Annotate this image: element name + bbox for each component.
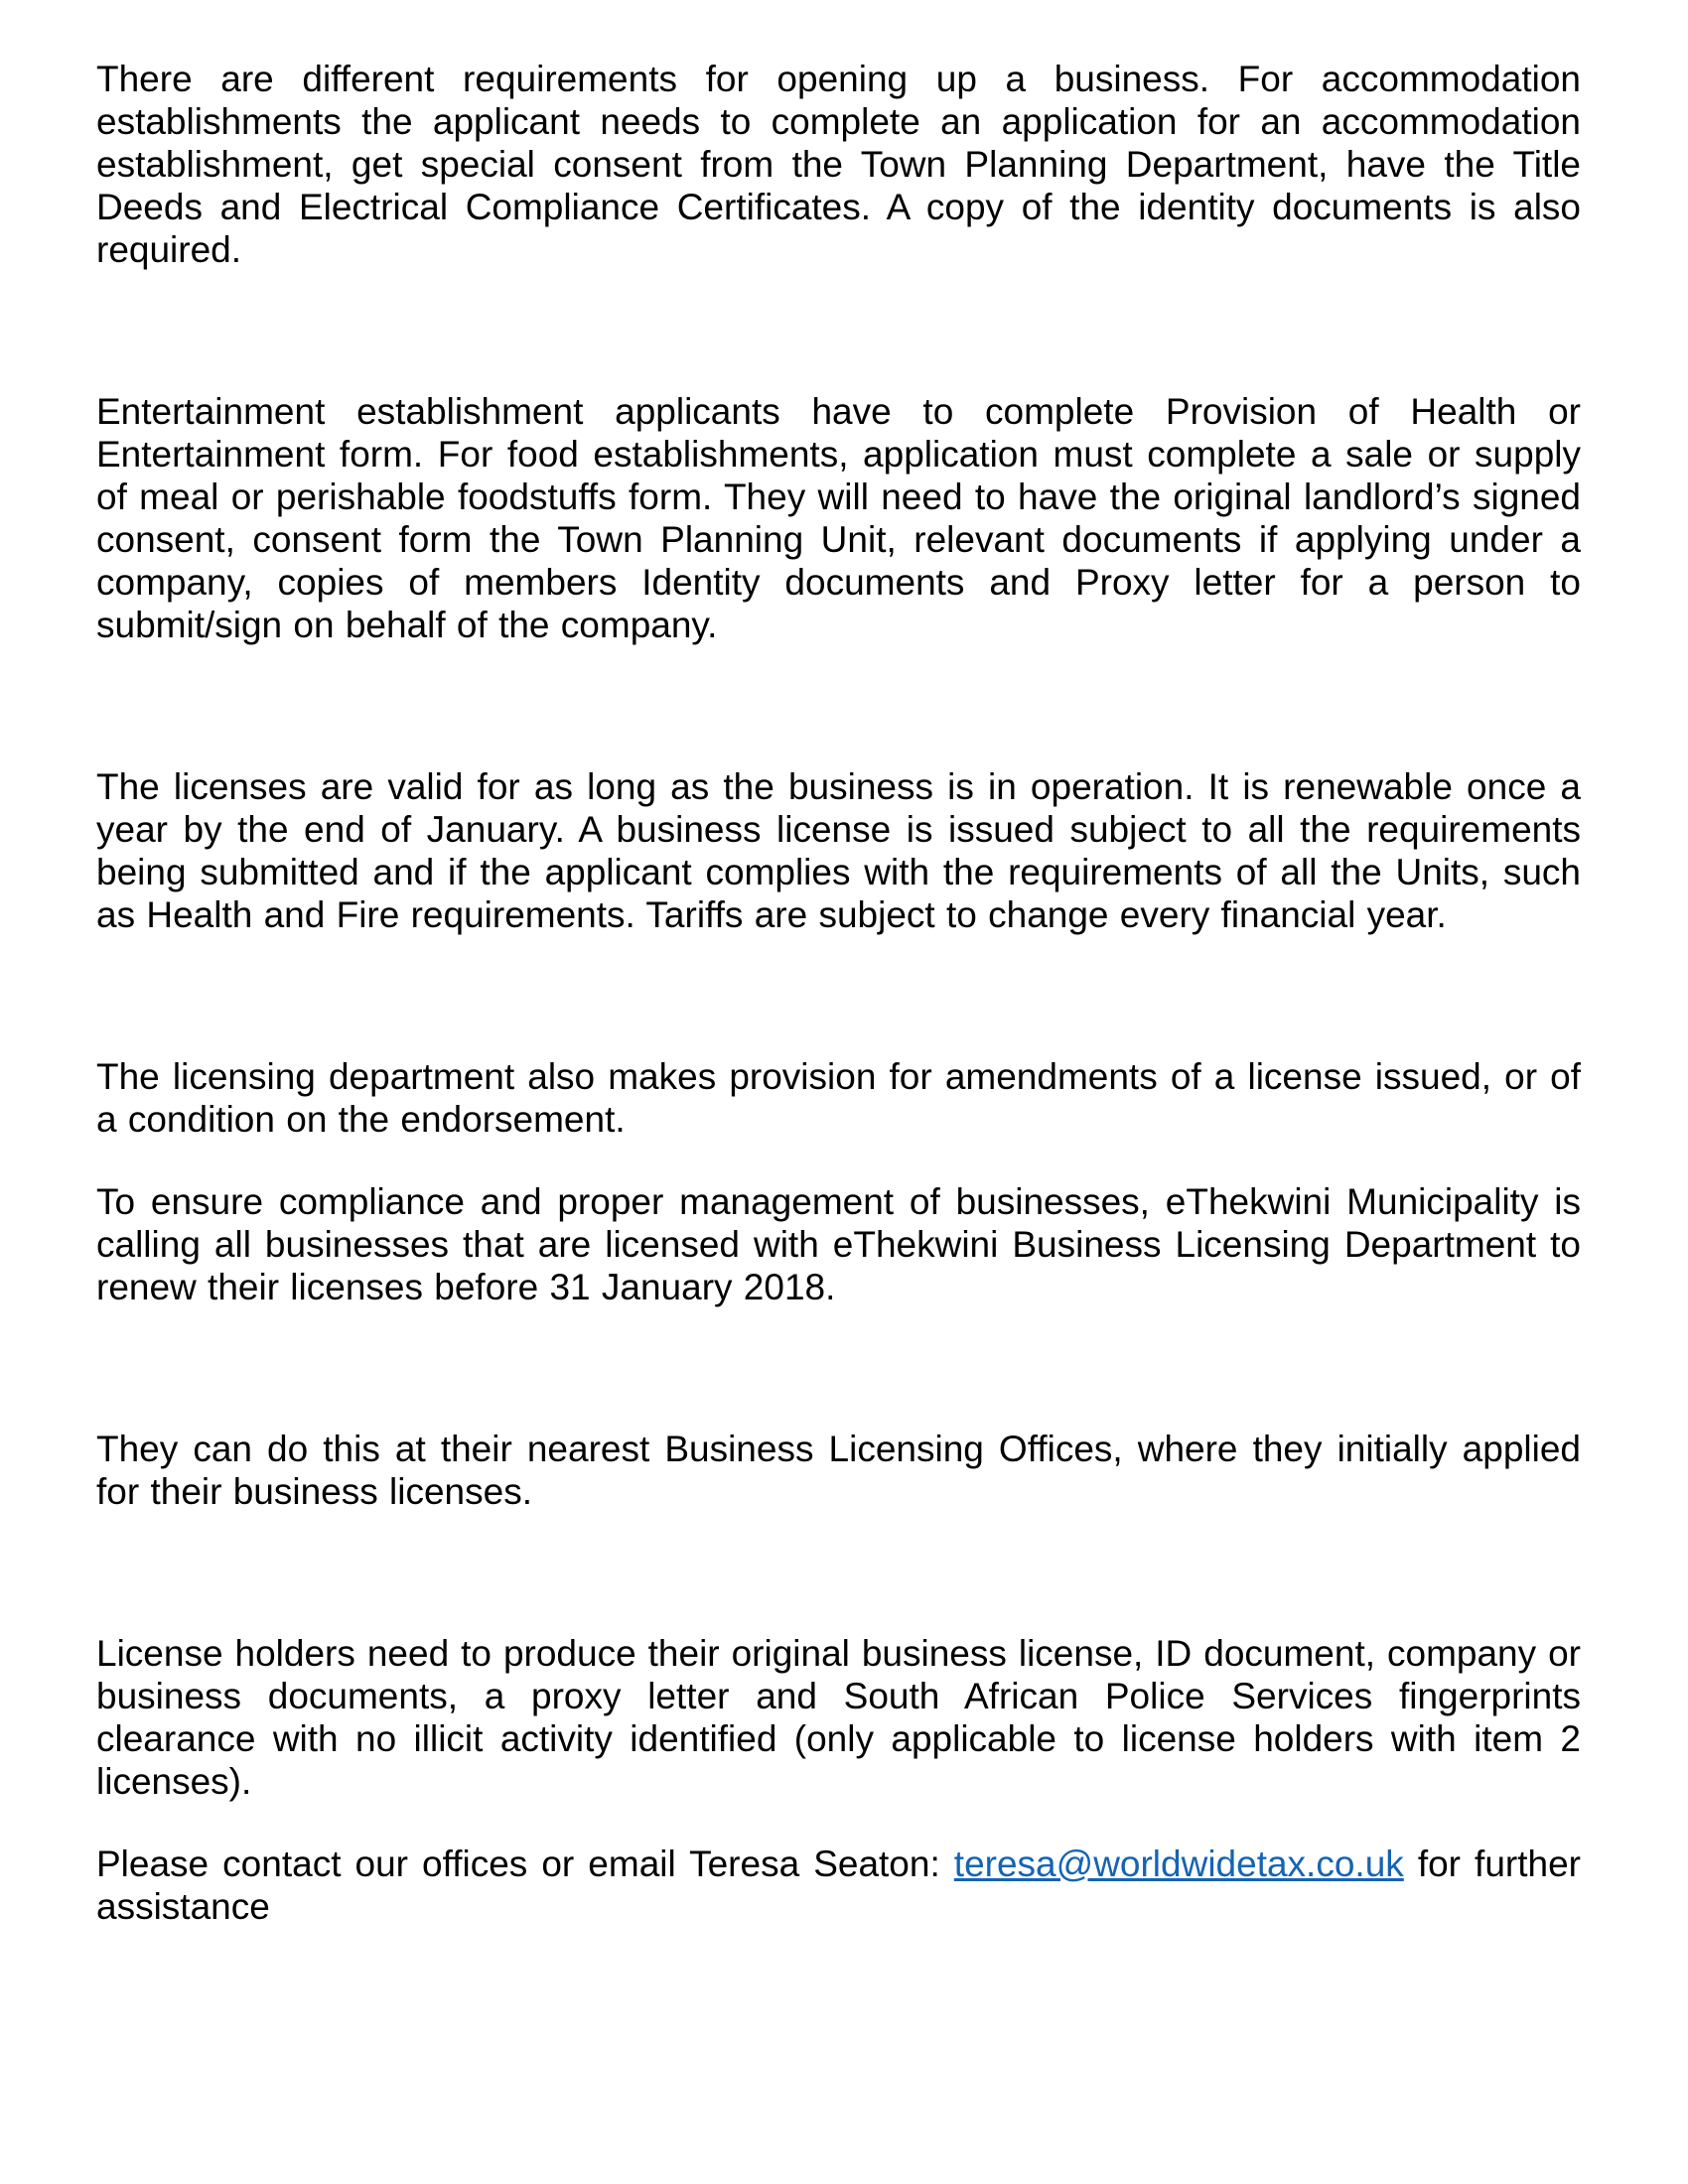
email-link[interactable]: teresa@worldwidetax.co.uk xyxy=(953,1843,1404,1884)
paragraph-licensing-offices: They can do this at their nearest Business Licensing Offices, where they initially applied for their business licenses. xyxy=(96,1429,1581,1512)
paragraph-requirements: There are different requirements for opening up a business. For accommodation establishments the applicant needs to complete an application for an accommodation establishment, get special consent from the Town Planning Department, have the Title Deeds and Electrical Compliance Certificates. A copy of the identity documents is also required. xyxy=(96,59,1581,270)
contact-text-suffix: for further assistance xyxy=(96,1843,1581,1927)
paragraph-license-holders: License holders need to produce their original business license, ID document, company or business documents, a proxy letter and South African Police Services fingerprints clearance with no illicit activity identified (only applicable to license holders with item 2 licenses). xyxy=(96,1633,1581,1802)
paragraph-renewal-notice: To ensure compliance and proper management of businesses, eThekwini Municipality is calling all businesses that are licensed with eThekwini Business Licensing Department to renew their licenses before 31 January 2018. xyxy=(96,1181,1581,1307)
contact-text-prefix: Please contact our offices or email Teresa Seaton: xyxy=(96,1843,954,1884)
paragraph-entertainment-food: Entertainment establishment applicants have to complete Provision of Health or Entertainment form. For food establishments, application must complete a sale or supply of meal or perishable foodstuffs form. They will need to have the original landlord’s signed consent, consent form the Town Planning Unit, relevant documents if applying under a company, copies of members Identity documents and Proxy letter for a person to submit/sign on behalf of the company. xyxy=(96,391,1581,645)
paragraph-license-validity: The licenses are valid for as long as the business is in operation. It is renewable once a year by the end of January. A business license is issued subject to all the requirements being submitted and if the applicant complies with the requirements of all the Units, such as Health and Fire requirements. Tariffs are subject to change every financial year. xyxy=(96,766,1581,935)
paragraph-amendments: The licensing department also makes provision for amendments of a license issued, or of a condition on the endorsement. xyxy=(96,1056,1581,1140)
paragraph-contact xyxy=(96,1843,1581,1928)
